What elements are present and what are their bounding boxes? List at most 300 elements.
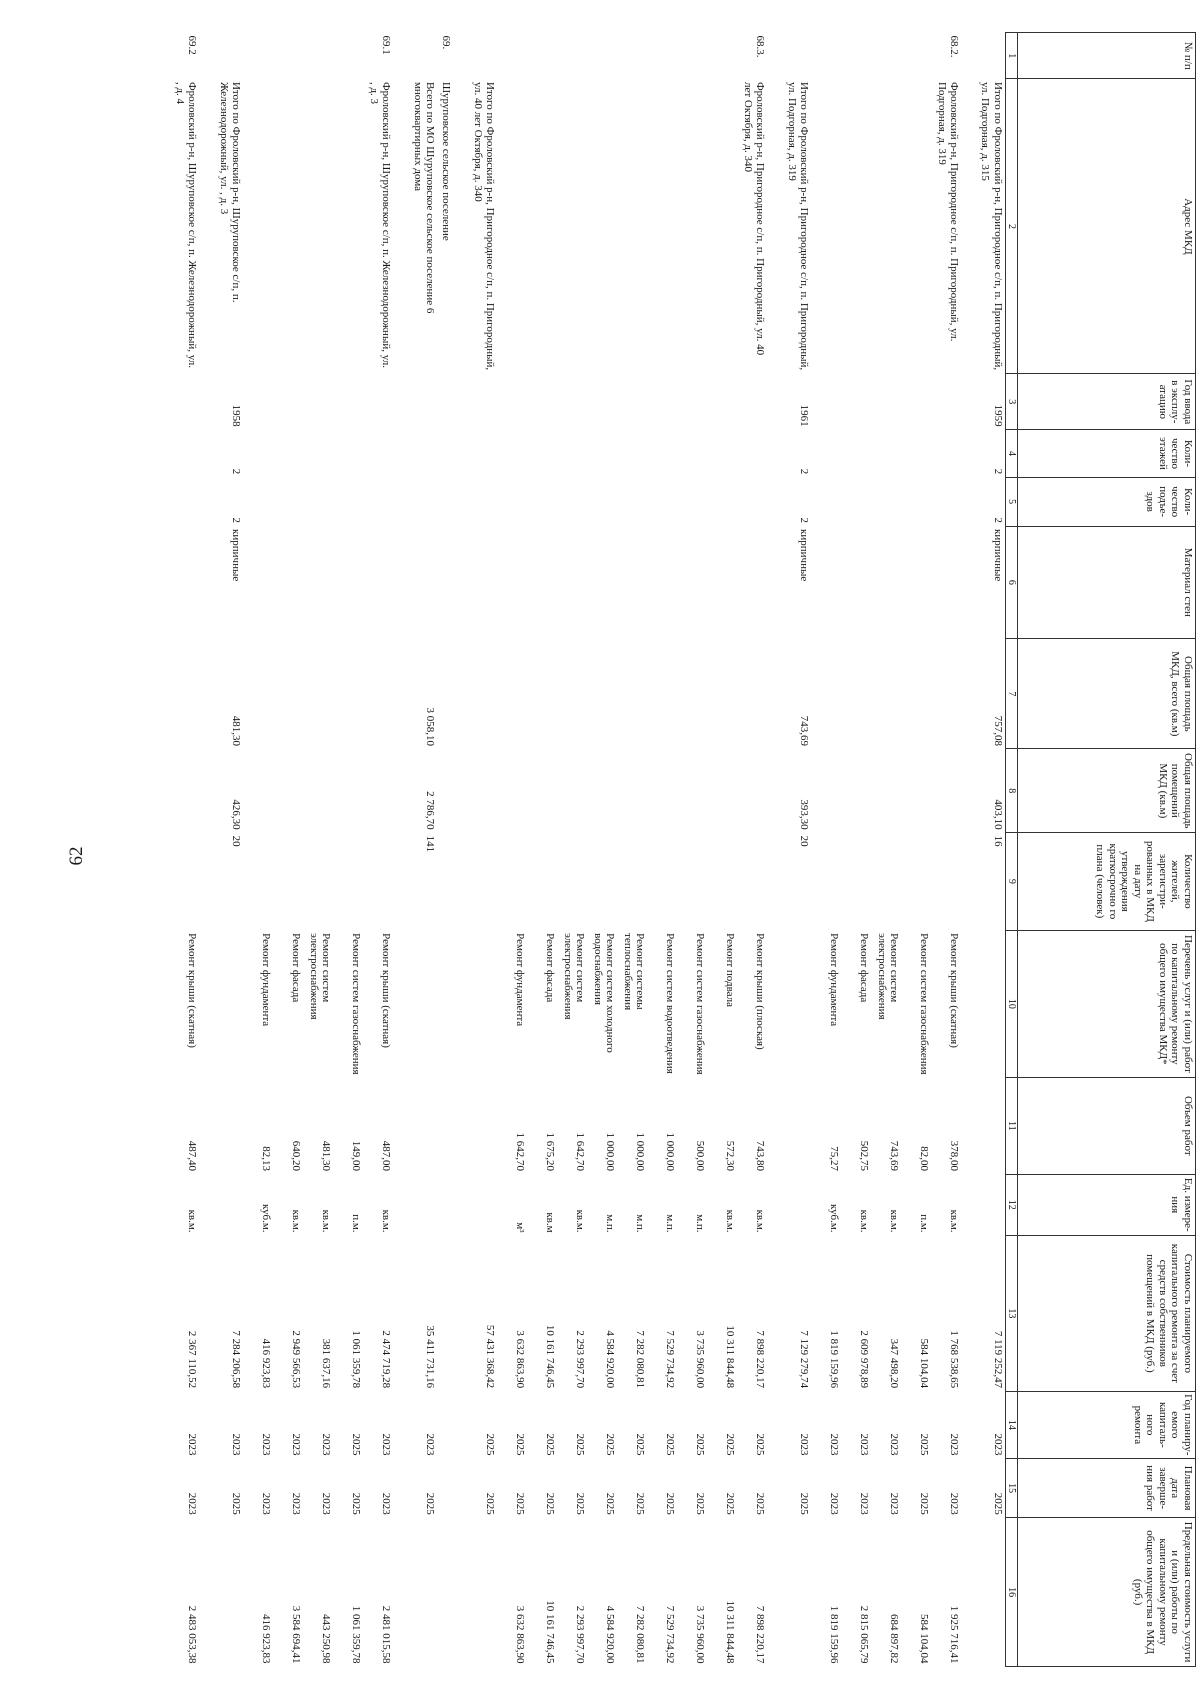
total-area-cell	[498, 639, 528, 749]
unit-cell	[200, 1174, 244, 1236]
table-row-total	[962, 33, 1006, 1667]
address-cell	[274, 79, 304, 374]
cost-cell: 10 311 844,48	[724, 1325, 737, 1389]
total-area-cell	[438, 639, 454, 749]
plan-year-cell: 2023	[888, 1433, 901, 1456]
column-number: 4	[1006, 430, 1018, 478]
wall-material-cell	[708, 526, 738, 639]
entrances-cell	[528, 477, 558, 526]
address-cell	[528, 79, 558, 374]
header-cell: Материал стен	[1018, 526, 1196, 639]
rooms-area-cell	[334, 749, 364, 833]
cost-cell: 57 431 368,42	[484, 1324, 497, 1389]
total-area-cell	[244, 639, 274, 749]
address-cell: Итого по Фроловский р-н, Пригородное с/п, п. Пригородный, ул. Подгорная, д. 315	[979, 81, 1004, 371]
cost-cell: 1 061 359,78	[350, 1330, 363, 1389]
year-built-cell	[648, 374, 678, 430]
address-cell	[498, 79, 528, 374]
header-cell: Количество жителей, зарегистри-рованных в МКД на дату утверждения краткосрочно го плана (человек)	[1018, 833, 1196, 931]
row-number-cell	[528, 33, 558, 79]
address-cell: Шуруповское сельское поселение	[440, 81, 453, 241]
total-area-cell	[738, 639, 768, 749]
residents-cell	[588, 833, 618, 931]
work-type-cell: Ремонт крыши (скатная)	[948, 933, 961, 1048]
header-cell: Плановая дата заверше-ния работ	[1018, 1459, 1196, 1518]
floors-cell: 2	[230, 468, 243, 475]
work-volume-cell	[454, 1078, 498, 1174]
table-row-item	[738, 33, 768, 1667]
work-type-cell	[768, 930, 812, 1077]
limit-cost-cell: 10 311 844,48	[724, 1600, 737, 1664]
end-date-cell: 2025	[634, 1492, 647, 1515]
work-type-cell: Ремонт систем электроснабжения	[876, 933, 901, 1020]
table-row-item	[274, 33, 304, 1667]
header-cell: Год планиру-емого капиталь-ного ремонта	[1018, 1391, 1196, 1458]
work-type-cell: Ремонт систем электроснабжения	[308, 933, 333, 1020]
work-type-cell	[454, 930, 498, 1077]
unit-cell: м.п.	[694, 1214, 707, 1233]
unit-cell: п.м.	[918, 1214, 931, 1233]
entrances-cell	[588, 477, 618, 526]
header-cell: Объем работ	[1018, 1078, 1196, 1174]
floors-cell	[872, 430, 902, 478]
unit-cell: кв.м.	[186, 1209, 199, 1233]
unit-cell: кв.м.	[858, 1209, 871, 1233]
table-row-item	[588, 33, 618, 1667]
work-volume-cell: 82,13	[260, 1146, 273, 1172]
work-volume-cell: 1 642,70	[514, 1132, 527, 1172]
total-area-cell	[304, 639, 334, 749]
work-volume-cell: 487,00	[380, 1140, 393, 1172]
cost-cell	[438, 1236, 454, 1392]
plan-year-cell: 2023	[424, 1433, 437, 1456]
address-cell: Фроловский р-н, Шуруповское с/п, п. Железнодорожный, ул. , д. 4	[174, 81, 199, 368]
work-type-cell: Ремонт системы теплоснабжения	[622, 933, 647, 1011]
column-number: 10	[1006, 930, 1018, 1077]
header-cell: № п/п	[1018, 33, 1196, 79]
cost-cell: 7 282 080,81	[634, 1330, 647, 1389]
residents-cell: 16	[992, 835, 1004, 847]
total-area-cell: 3 058,10	[424, 707, 437, 746]
work-volume-cell: 500,00	[694, 1140, 707, 1172]
floors-cell	[528, 430, 558, 478]
table-row-item	[902, 33, 932, 1667]
address-cell: Всего по МО Шуруповское сельское поселение 6 многоквартирных дома	[412, 81, 437, 314]
table-row-item	[498, 33, 528, 1667]
work-volume-cell: 149,00	[350, 1140, 363, 1172]
limit-cost-cell: 7 898 220,17	[754, 1605, 767, 1664]
work-type-cell: Ремонт систем водоотведения	[664, 933, 677, 1074]
address-cell	[588, 79, 618, 374]
limit-cost-cell: 2 815 065,79	[858, 1605, 871, 1664]
work-volume-cell: 1 000,00	[664, 1132, 677, 1172]
floors-cell	[244, 430, 274, 478]
cost-cell: 416 923,83	[260, 1338, 273, 1389]
end-date-cell: 2023	[260, 1492, 273, 1515]
table-body	[170, 33, 1006, 1667]
row-number-cell: 69.2	[186, 35, 199, 55]
residents-cell	[738, 833, 768, 931]
rooms-area-cell	[170, 749, 200, 833]
entrances-cell	[678, 477, 708, 526]
end-date-cell: 2025	[992, 1492, 1004, 1515]
entrances-cell	[648, 477, 678, 526]
total-area-cell	[364, 639, 394, 749]
work-type-cell: Ремонт систем газоснабжения	[694, 933, 707, 1075]
row-number-cell: 69.1	[380, 35, 393, 55]
work-volume-cell: 1 000,00	[604, 1132, 617, 1172]
work-volume-cell: 82,00	[918, 1146, 931, 1172]
cost-cell: 7 119 252,47	[992, 1330, 1004, 1389]
plan-year-cell: 2023	[798, 1433, 811, 1456]
work-type-cell	[394, 930, 438, 1077]
end-date-cell: 2025	[694, 1492, 707, 1515]
work-volume-cell	[394, 1078, 438, 1174]
table-row-item	[648, 33, 678, 1667]
unit-cell	[438, 1174, 454, 1236]
end-date-cell: 2025	[604, 1492, 617, 1515]
total-area-cell	[558, 639, 588, 749]
cost-cell: 10 161 746,45	[544, 1324, 557, 1389]
work-type-cell: Ремонт крыши (плоская)	[754, 933, 767, 1050]
residents-cell	[678, 833, 708, 931]
row-number-cell	[678, 33, 708, 79]
work-volume-cell: 75,27	[828, 1146, 841, 1172]
unit-cell	[394, 1174, 438, 1236]
row-number-cell: 68.3.	[754, 35, 767, 58]
wall-material-cell	[454, 526, 498, 639]
end-date-cell: 2025	[424, 1492, 437, 1515]
work-volume-cell: 481,30	[320, 1140, 333, 1172]
work-type-cell: Ремонт крыши (скатная)	[380, 933, 393, 1048]
residents-cell: 20	[230, 835, 243, 847]
cost-cell: 347 498,20	[888, 1338, 901, 1389]
end-date-cell: 2025	[754, 1492, 767, 1515]
floors-cell	[454, 430, 498, 478]
year-built-cell	[454, 374, 498, 430]
table-row-section	[438, 33, 454, 1667]
column-number: 3	[1006, 374, 1018, 430]
plan-year-cell: 2023	[992, 1433, 1004, 1456]
end-date-cell: 2023	[380, 1492, 393, 1515]
unit-cell: кв.м.	[888, 1209, 901, 1233]
column-number: 11	[1006, 1078, 1018, 1174]
address-cell	[812, 79, 842, 374]
residents-cell	[872, 833, 902, 931]
wall-material-cell	[812, 526, 842, 639]
floors-cell	[364, 430, 394, 478]
cost-cell: 2 293 997,70	[574, 1330, 587, 1389]
floors-cell	[708, 430, 738, 478]
work-volume-cell: 502,75	[858, 1140, 871, 1172]
row-number-cell	[648, 33, 678, 79]
row-number-cell: 69.	[440, 35, 453, 50]
total-area-cell	[902, 639, 932, 749]
floors-cell	[902, 430, 932, 478]
unit-cell	[768, 1174, 812, 1236]
address-cell	[304, 79, 334, 374]
unit-cell: кв.м	[544, 1212, 557, 1233]
cost-cell: 584 104,04	[918, 1338, 931, 1389]
unit-cell: кв.м.	[290, 1209, 303, 1233]
rooms-area-cell	[304, 749, 334, 833]
plan-year-cell: 2023	[828, 1433, 841, 1456]
end-date-cell: 2025	[574, 1492, 587, 1515]
year-built-cell	[438, 374, 454, 430]
limit-cost-cell: 1 925 716,41	[948, 1605, 961, 1664]
work-type-cell: Ремонт фасада	[858, 933, 871, 1003]
year-built-cell: 1961	[798, 404, 811, 427]
rooms-area-cell	[274, 749, 304, 833]
entrances-cell	[558, 477, 588, 526]
header-cell: Коли-чество подъе-здов	[1018, 477, 1196, 526]
wall-material-cell	[274, 526, 304, 639]
address-cell	[708, 79, 738, 374]
residents-cell	[438, 833, 454, 931]
entrances-cell	[812, 477, 842, 526]
cost-cell: 7 284 206,58	[230, 1330, 243, 1389]
year-built-cell	[364, 374, 394, 430]
limit-cost-cell	[438, 1518, 454, 1667]
total-area-cell	[648, 639, 678, 749]
column-number: 13	[1006, 1236, 1018, 1392]
row-number-cell	[454, 33, 498, 79]
entrances-cell	[304, 477, 334, 526]
entrances-cell	[902, 477, 932, 526]
residents-cell	[812, 833, 842, 931]
work-type-cell: Ремонт фасада	[544, 933, 557, 1003]
plan-year-cell: 2023	[948, 1433, 961, 1456]
table-row-item	[678, 33, 708, 1667]
floors-cell	[618, 430, 648, 478]
column-number: 2	[1006, 79, 1018, 374]
address-cell	[558, 79, 588, 374]
limit-cost-cell: 1 819 159,96	[828, 1605, 841, 1664]
row-number-cell	[768, 33, 812, 79]
residents-cell: 20	[798, 835, 811, 847]
header-cell: Год ввода в эксплу-атацию	[1018, 374, 1196, 430]
table-row-item	[334, 33, 364, 1667]
total-area-cell	[842, 639, 872, 749]
row-number-cell	[200, 33, 244, 79]
rooms-area-cell	[738, 749, 768, 833]
address-cell: Итого по Фроловский р-н, Шуруповское с/п, п. Железнодорожный, ул. , д. 3	[218, 81, 243, 303]
limit-cost-cell: 1 061 359,78	[350, 1605, 363, 1664]
floors-cell	[932, 430, 962, 478]
cost-cell: 1 819 159,96	[828, 1330, 841, 1389]
wall-material-cell	[334, 526, 364, 639]
cost-cell: 3 632 863,90	[514, 1330, 527, 1389]
row-number-cell: 68.2.	[948, 35, 961, 58]
entrances-cell	[170, 477, 200, 526]
floors-cell	[842, 430, 872, 478]
plan-year-cell: 2025	[664, 1433, 677, 1456]
end-date-cell: 2025	[664, 1492, 677, 1515]
cost-cell: 2 949 566,53	[290, 1330, 303, 1389]
end-date-cell: 2025	[544, 1492, 557, 1515]
limit-cost-cell: 4 584 920,00	[604, 1605, 617, 1664]
plan-year-cell: 2025	[484, 1433, 497, 1456]
work-volume-cell	[438, 1078, 454, 1174]
floors-cell	[588, 430, 618, 478]
residents-cell	[304, 833, 334, 931]
plan-year-cell: 2023	[230, 1433, 243, 1456]
total-area-cell	[618, 639, 648, 749]
entrances-cell: 2	[798, 517, 811, 524]
work-volume-cell: 743,80	[754, 1140, 767, 1172]
end-date-cell: 2023	[948, 1492, 961, 1515]
table-row-total	[200, 33, 244, 1667]
column-number-row	[1006, 33, 1018, 1667]
work-type-cell: Ремонт систем электроснабжения	[562, 933, 587, 1020]
address-cell	[872, 79, 902, 374]
limit-cost-cell: 2 293 997,70	[574, 1605, 587, 1664]
plan-year-cell: 2025	[918, 1433, 931, 1456]
work-type-cell: Ремонт подвала	[724, 933, 737, 1007]
floors-cell	[438, 430, 454, 478]
floors-cell	[170, 430, 200, 478]
table-row-item	[558, 33, 588, 1667]
limit-cost-cell: 3 735 960,00	[694, 1605, 707, 1664]
address-cell: Итого по Фроловский р-н, Пригородное с/п, п. Пригородный, ул. Подгорная, д. 319	[786, 81, 811, 371]
wall-material-cell	[932, 526, 962, 639]
floors-cell	[648, 430, 678, 478]
year-built-cell	[872, 374, 902, 430]
entrances-cell	[454, 477, 498, 526]
header-cell: Общая площадь МКД, всего (кв.м)	[1018, 639, 1196, 749]
rooms-area-cell	[872, 749, 902, 833]
limit-cost-cell	[454, 1518, 498, 1667]
column-number: 8	[1006, 749, 1018, 833]
plan-year-cell: 2023	[290, 1433, 303, 1456]
limit-cost-cell: 684 897,82	[888, 1614, 901, 1664]
plan-year-cell: 2025	[350, 1433, 363, 1456]
column-number: 7	[1006, 639, 1018, 749]
plan-year-cell: 2025	[724, 1433, 737, 1456]
entrances-cell	[498, 477, 528, 526]
floors-cell	[304, 430, 334, 478]
end-date-cell: 2023	[858, 1492, 871, 1515]
year-built-cell	[588, 374, 618, 430]
year-built-cell	[812, 374, 842, 430]
rooms-area-cell	[932, 749, 962, 833]
work-volume-cell: 1 000,00	[634, 1132, 647, 1172]
end-date-cell: 2025	[724, 1492, 737, 1515]
floors-cell	[812, 430, 842, 478]
unit-cell: кв.м.	[380, 1209, 393, 1233]
entrances-cell: 2	[992, 517, 1004, 524]
end-date-cell: 2025	[514, 1492, 527, 1515]
end-date-cell	[438, 1459, 454, 1518]
column-number: 9	[1006, 833, 1018, 931]
row-number-cell	[498, 33, 528, 79]
row-number-cell	[304, 33, 334, 79]
table-row-item	[842, 33, 872, 1667]
row-number-cell	[618, 33, 648, 79]
total-area-cell	[274, 639, 304, 749]
rooms-area-cell	[708, 749, 738, 833]
total-area-cell	[334, 639, 364, 749]
rooms-area-cell: 393,30	[798, 799, 811, 830]
entrances-cell	[364, 477, 394, 526]
table-row-total	[394, 33, 438, 1667]
entrances-cell	[438, 477, 454, 526]
unit-cell: куб.м.	[828, 1203, 841, 1233]
wall-material-cell	[304, 526, 334, 639]
end-date-cell: 2023	[828, 1492, 841, 1515]
year-built-cell	[528, 374, 558, 430]
end-date-cell: 2023	[290, 1492, 303, 1515]
wall-material-cell	[498, 526, 528, 639]
limit-cost-cell	[200, 1518, 244, 1667]
work-type-cell: Ремонт фасада	[290, 933, 303, 1003]
limit-cost-cell: 7 529 734,92	[664, 1605, 677, 1664]
work-volume-cell	[200, 1078, 244, 1174]
table-row-item	[872, 33, 902, 1667]
residents-cell	[932, 833, 962, 931]
header-cell: Общая площадь помещений МКД (кв.м)	[1018, 749, 1196, 833]
cost-cell: 4 584 920,00	[604, 1330, 617, 1389]
column-number: 5	[1006, 477, 1018, 526]
wall-material-cell	[364, 526, 394, 639]
year-built-cell	[738, 374, 768, 430]
plan-year-cell	[438, 1391, 454, 1458]
year-built-cell	[618, 374, 648, 430]
unit-cell: кв.м.	[724, 1209, 737, 1233]
year-built-cell	[170, 374, 200, 430]
work-type-cell: Ремонт фундамента	[828, 933, 841, 1027]
address-cell	[648, 79, 678, 374]
year-built-cell	[304, 374, 334, 430]
row-number-cell	[394, 33, 438, 79]
end-date-cell: 2023	[320, 1492, 333, 1515]
residents-cell	[244, 833, 274, 931]
rooms-area-cell	[812, 749, 842, 833]
limit-cost-cell: 3 632 863,90	[514, 1605, 527, 1664]
work-type-cell: Ремонт фундамента	[514, 933, 527, 1027]
table-row-item	[708, 33, 738, 1667]
plan-year-cell: 2025	[754, 1433, 767, 1456]
rooms-area-cell	[498, 749, 528, 833]
header-cell: Перечень услуг и (или) работ по капитальному ремонту общего имущества МКД*	[1018, 930, 1196, 1077]
residents-cell: 141	[424, 835, 437, 853]
header-cell: Коли-чество этажей	[1018, 430, 1196, 478]
end-date-cell: 2023	[888, 1492, 901, 1515]
floors-cell	[558, 430, 588, 478]
work-type-cell	[962, 930, 1006, 1077]
total-area-cell	[932, 639, 962, 749]
unit-cell: куб.м.	[260, 1203, 273, 1233]
year-built-cell	[902, 374, 932, 430]
residents-cell	[498, 833, 528, 931]
rooms-area-cell: 426,30	[230, 799, 243, 830]
row-number-cell	[588, 33, 618, 79]
total-area-cell	[528, 639, 558, 749]
cost-cell: 7 529 734,92	[664, 1330, 677, 1389]
entrances-cell	[738, 477, 768, 526]
cost-cell: 3 735 960,00	[694, 1330, 707, 1389]
limit-cost-cell: 10 161 746,45	[544, 1600, 557, 1664]
address-cell: Фроловский р-н, Пригородное с/п, п. Пригородный, ул. 40 лет Октября, д. 340	[742, 81, 767, 356]
work-type-cell: Ремонт систем холодного водоснабжения	[592, 933, 617, 1053]
cost-cell: 35 411 731,16	[424, 1325, 437, 1389]
row-number-cell	[872, 33, 902, 79]
work-volume-cell	[768, 1078, 812, 1174]
rooms-area-cell	[588, 749, 618, 833]
rooms-area-cell: 403,10	[992, 799, 1004, 830]
plan-year-cell: 2025	[694, 1433, 707, 1456]
plan-year-cell: 2025	[604, 1433, 617, 1456]
